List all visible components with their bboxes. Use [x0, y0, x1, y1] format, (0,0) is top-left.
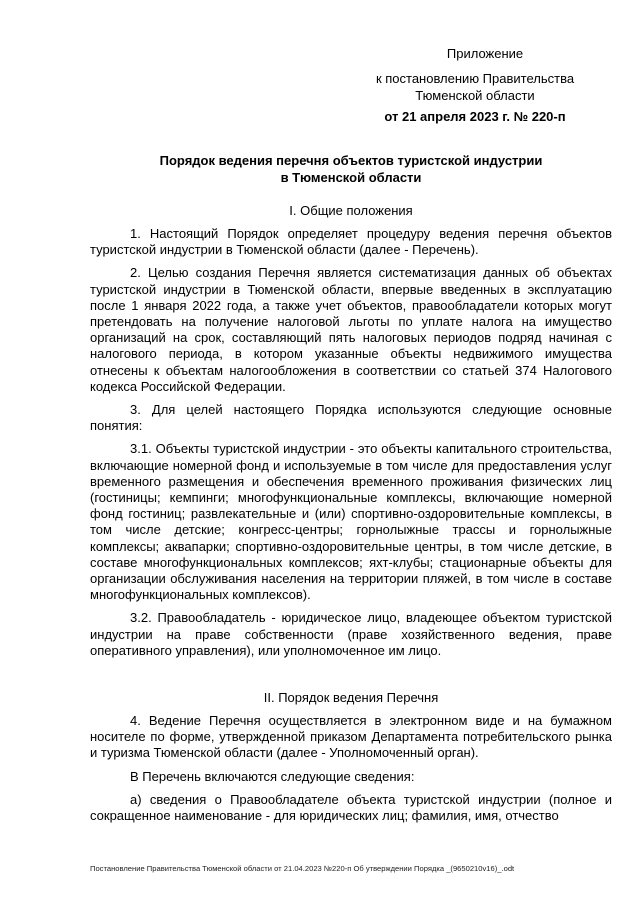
page-footer: Постановление Правительства Тюменской области от 21.04.2023 №220-п Об утверждении Порядка _(9650210v16)_.odt [90, 864, 515, 873]
paragraph-4: 4. Ведение Перечня осуществляется в электронном виде и на бумажном носителе по форме, утвержденной приказом Департамента потребительского рынка и туризма Тюменской области (далее - Уполномоченный орган). [90, 713, 612, 761]
paragraph-list-intro: В Перечень включаются следующие сведения: [130, 768, 415, 784]
decree-line-1: к постановлению Правительства [375, 71, 575, 86]
section-2-heading: II. Порядок ведения Перечня [263, 690, 439, 705]
paragraph-a: а) сведения о Правообладателе объекта туристской индустрии (полное и сокращенное наименование - для юридических лиц; фамилия, имя, отчество [90, 791, 612, 824]
decree-line-2: Тюменской области [415, 88, 535, 103]
appendix-label: Приложение [446, 46, 524, 61]
document-title [90, 152, 612, 186]
paragraph-1: 1. Настоящий Порядок определяет процедуру ведения перечня объектов туристской индустрии в Тюменской области (далее - Перечень). [90, 226, 612, 258]
section-1-heading: I. Общие положения [289, 203, 413, 218]
section-2-body [90, 713, 612, 831]
decree-reference [355, 70, 595, 104]
document-title-line-1: Порядок ведения перечня объектов туристской индустрии [159, 153, 543, 168]
section-1-body [90, 226, 612, 666]
paragraph-3-1: 3.1. Объекты туристской индустрии - это объекты капитального строительства, включающие номерной фонд и используемые в том числе для предоставления услуг временного размещения и обеспечения временного проживания физических лиц (гостиницы; кемпинги; многофункциональные комплексы, включающие номерной фонд гостиниц; развлекательные и (или) спортивно-оздоровительные комплексы, в том числе детские; конгресс-центры; горнолыжные трассы и горнолыжные комплексы; аквапарки; спортивно-оздоровительные центры, в том числе детские, в составе многофункциональных комплексов; яхт-клубы; стационарные объекты для организации обслуживания населения на территории пляжей, в том числе в составе многофункциональных комплексов). [90, 441, 612, 603]
paragraph-3: 3. Для целей настоящего Порядка используются следующие основные понятия: [90, 402, 612, 434]
decree-date: от 21 апреля 2023 г. № 220-п [384, 109, 566, 124]
paragraph-3-2: 3.2. Правообладатель - юридическое лицо, владеющее объектом туристской индустрии на праве собственности (праве хозяйственного ведения, праве оперативного управления), или уполномоченное им лицо. [90, 610, 612, 658]
paragraph-2: 2. Целью создания Перечня является систематизация данных об объектах туристской индустрии в Тюменской области, впервые введенных в эксплуатацию после 1 января 2022 года, а также учет объектов, правообладатели которых могут претендовать на получение налоговой льготы по уплате налога на имущество организаций на срок, составляющий пять налоговых периодов подряд начиная с налогового периода, в котором указанные объекты недвижимого имущества отнесены к объектам налогообложения в соответствии со статьей 374 Налогового кодекса Российской Федерации. [90, 265, 612, 394]
document-title-line-2: в Тюменской области [280, 170, 422, 185]
